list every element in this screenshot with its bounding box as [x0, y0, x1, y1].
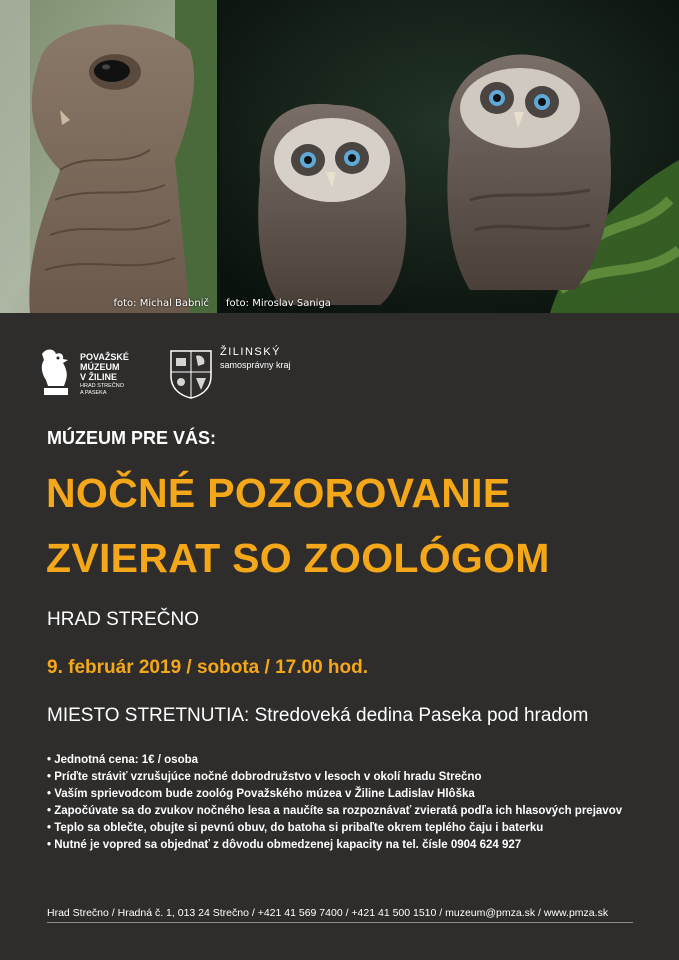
list-item: • Jednotná cena: 1€ / osoba — [47, 752, 622, 769]
photo-credit-left: foto: Michal Babnič — [113, 298, 209, 309]
museum-subtitle-line-2: A PASEKA — [80, 390, 107, 396]
headline-line-1: NOČNÉ POZOROVANIE — [46, 470, 511, 516]
museum-logo — [36, 346, 166, 402]
region-logo — [168, 346, 358, 402]
logos-row — [36, 346, 356, 406]
photo-credit-right: foto: Miroslav Saniga — [226, 298, 331, 309]
museum-name-line-1: POVAŽSKÉ — [80, 352, 129, 362]
owlets-illustration — [220, 0, 679, 313]
list-item: • Teplo sa oblečte, obujte si pevnú obuv, do batoha si pribaľte okrem teplého čaju i baterku — [47, 820, 622, 837]
coat-of-arms-icon — [168, 348, 214, 400]
museum-subtitle — [80, 383, 129, 397]
meeting-point: MIESTO STRETNUTIA: Stredoveká dedina Paseka pod hradom — [47, 705, 589, 726]
list-item: • Nutné je vopred sa objednať z dôvodu obmedzenej kapacity na tel. čísle 0904 624 927 — [47, 837, 622, 854]
museum-subtitle-line-1: HRAD STREČNO — [80, 383, 125, 389]
kicker: MÚZEUM PRE VÁS: — [47, 428, 217, 448]
region-name-line: ŽILINSKÝ — [220, 346, 281, 358]
region-subtitle: samosprávny kraj — [220, 360, 291, 370]
event-date: 9. február 2019 / sobota / 17.00 hod. — [47, 657, 369, 678]
tawny-owl-illustration — [0, 0, 217, 313]
region-name — [220, 346, 291, 372]
venue: HRAD STREČNO — [47, 609, 200, 630]
tawny-owl-photo — [0, 0, 217, 313]
headline-line-2: ZVIERAT SO ZOOLÓGOM — [46, 535, 550, 581]
museum-name-line-3: V ŽILINE — [80, 372, 118, 382]
footer-divider — [47, 922, 633, 923]
list-item: • Príďte stráviť vzrušujúce nočné dobrodružstvo v lesoch v okolí hradu Strečno — [47, 769, 622, 786]
museum-name-line-2: MÚZEUM — [80, 362, 120, 372]
info-list — [47, 752, 622, 854]
museum-name — [80, 352, 129, 397]
list-item: • Započúvate sa do zvukov nočného lesa a naučíte sa rozpoznávať zvieratá podľa ich hlasových prejavov — [47, 803, 622, 820]
footer-contact: Hrad Strečno / Hradná č. 1, 013 24 Strečno / +421 41 569 7400 / +421 41 500 1510 / muzeum@pmza.sk / www.pmza.sk — [47, 907, 609, 919]
boreal-owlets-photo — [220, 0, 679, 313]
list-item: • Vaším sprievodcom bude zoológ Považského múzea v Žiline Ladislav Hlôška — [47, 786, 622, 803]
photo-banner — [0, 0, 679, 313]
rooster-icon — [36, 346, 76, 398]
